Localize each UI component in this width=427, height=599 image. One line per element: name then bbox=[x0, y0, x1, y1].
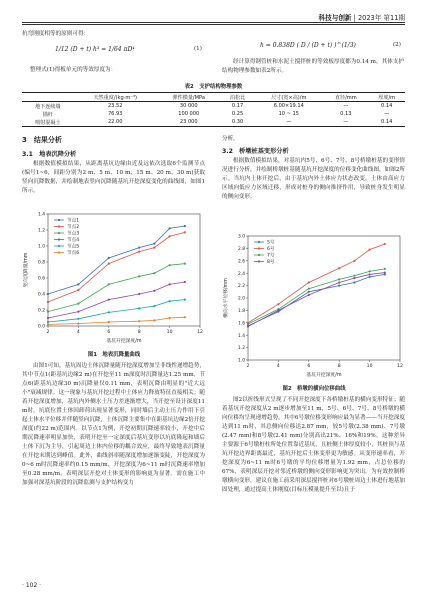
legend-marker bbox=[58, 245, 60, 247]
data-point bbox=[77, 323, 79, 325]
table-header-cell: 直径/mm bbox=[323, 93, 368, 102]
data-point bbox=[384, 243, 386, 245]
x-axis-label: 基坑开挖深度/m bbox=[106, 339, 142, 344]
x-tick-label: 2 bbox=[246, 364, 250, 369]
data-point bbox=[47, 323, 49, 325]
equation-1: 1/12 (D + t) h³ = 1/64 πD⁴ bbox=[55, 46, 135, 53]
table-cell: 23.52 bbox=[107, 103, 123, 109]
parameter-table bbox=[22, 92, 405, 127]
data-point bbox=[184, 263, 186, 265]
y-tick-label: 1.4 bbox=[238, 333, 245, 339]
data-point bbox=[47, 317, 49, 319]
data-point bbox=[153, 319, 155, 321]
table-cell: 0.25 bbox=[231, 111, 244, 117]
data-point bbox=[184, 231, 186, 233]
subsection-heading: 3.2 桥墩桩基变形分析 bbox=[222, 148, 289, 155]
x-tick-label: 8 bbox=[137, 330, 141, 335]
legend-label: 5号 bbox=[267, 240, 275, 246]
settlement-chart bbox=[22, 208, 206, 346]
x-tick-label: 6 bbox=[107, 330, 111, 335]
data-point bbox=[77, 283, 79, 285]
displacement-chart-body bbox=[222, 234, 403, 378]
data-point bbox=[308, 294, 310, 296]
equation-1-number: (1) bbox=[194, 46, 202, 52]
data-point bbox=[184, 225, 186, 227]
data-point bbox=[184, 299, 186, 301]
legend-label: 节点3 bbox=[67, 231, 80, 237]
journal-issue: | 2023年 第11期 bbox=[353, 14, 405, 22]
legend-label: 节点5 bbox=[67, 244, 80, 250]
data-point bbox=[138, 275, 140, 277]
table-header-row bbox=[22, 93, 405, 102]
data-point bbox=[108, 257, 110, 259]
data-point bbox=[308, 288, 310, 290]
settlement-chart-body bbox=[22, 212, 203, 344]
legend-marker bbox=[58, 219, 60, 221]
table-header-cell: 弹性模量/MPa bbox=[157, 93, 221, 102]
y-tick-label: 0.8 bbox=[38, 260, 45, 266]
series-line bbox=[48, 317, 185, 324]
equation-2: h = 0.838D ( D / (D + t) )^(1/3) bbox=[260, 42, 356, 49]
data-point bbox=[138, 293, 140, 295]
equation-2-number: (2) bbox=[393, 42, 401, 48]
x-tick-label: 12 bbox=[197, 330, 203, 335]
table-row bbox=[22, 102, 405, 111]
table-cell: 0.30 bbox=[221, 118, 255, 127]
legend-marker bbox=[258, 241, 260, 243]
legend-marker bbox=[58, 238, 60, 240]
table-cell: 喷射混凝土 bbox=[22, 118, 74, 127]
legend-marker bbox=[258, 260, 260, 262]
table-cell: — bbox=[254, 118, 323, 127]
legend-label: 节点6 bbox=[67, 251, 80, 257]
x-tick-label: 2 bbox=[46, 330, 50, 335]
data-point bbox=[153, 243, 155, 245]
x-tick-label: 12 bbox=[397, 364, 403, 369]
series-line bbox=[248, 274, 385, 325]
y-tick-label: 1.6 bbox=[238, 321, 245, 327]
table-header-cell: 厚度/m bbox=[368, 93, 405, 102]
data-point bbox=[47, 311, 49, 313]
y-axis-label: 横向水平位移/mm bbox=[224, 278, 229, 318]
data-point bbox=[169, 227, 171, 229]
y-tick-label: 0.4 bbox=[38, 292, 45, 298]
table-cell: 76.93 bbox=[107, 111, 123, 117]
paragraph: 由图1可知，基坑周边土体沉降量随开挖深度增加呈非线性递增趋势，其中节点1(距基坑边缘2 m)在开挖至11 m深度时沉降量达1.25 mm，节点6(距基坑边缘30 m)沉降量仅0.11 mm，表明沉降由明显的"近大远小"衰减规律。这一现象与基坑开挖过程中土体应力释放特征直接相关；随着开挖深度增加，基坑内外侧水土压力差逐渐增大，当开挖至设计深度11 m时，坑底位置土体因卸荷出现显著变形，同时墙后主动土压力作用下引起土体水平位移并伴随竖向沉降，土体沉降主要集中在距基坑边缘2倍开挖深度(约22 m)范围内。以节点1为例，开挖初期沉降速率较小，开挖中后期沉降速率明显加快，表明开挖至一定深度后基坑变形以坑底隆起和墙后土体下沉为主导，引起周边土体内位移的耦合效应，最终导致地表沉降量在开挖末期达到峰值。此外，曲线斜率随深度增加逐渐变陡，开挖深度为0~6 m时沉降速率约0.15 mm/m，开挖深度为6~11 m时沉降速率增加至0.28 mm/m，表明深层开挖对土体变形的影响更为显著。需在施工中加强对深基坑阶段的沉降监测与支护结构变力 bbox=[22, 363, 205, 486]
table-cell: 0.14 bbox=[368, 118, 405, 127]
y-tick-label: 1.0 bbox=[38, 244, 45, 250]
data-point bbox=[153, 272, 155, 274]
table-cell: 0.17 bbox=[231, 103, 244, 109]
header-rule-thin bbox=[22, 24, 405, 25]
data-point bbox=[353, 277, 355, 279]
table-header-cell: 尺寸(宽×高)/m bbox=[254, 93, 323, 102]
data-point bbox=[169, 317, 171, 319]
table-header-cell: 泊松比 bbox=[221, 93, 255, 102]
table-caption: 表2 支护结构物理参数 bbox=[184, 84, 243, 90]
journal-title: 科技与创新 bbox=[318, 14, 352, 22]
data-point bbox=[369, 273, 371, 275]
table-cell: 23 000 bbox=[157, 118, 221, 127]
data-point bbox=[169, 235, 171, 237]
x-tick-label: 6 bbox=[307, 364, 311, 369]
eq-outro: 整理式(1)得板单元的等效厚度为： bbox=[30, 67, 117, 73]
x-tick-label: 10 bbox=[166, 330, 173, 335]
data-point bbox=[384, 271, 386, 273]
figure-caption: 图2 桥墩的横向位移曲线 bbox=[282, 386, 346, 392]
data-point bbox=[338, 281, 340, 283]
data-point bbox=[384, 268, 386, 270]
table-row bbox=[22, 118, 405, 127]
data-point bbox=[77, 318, 79, 320]
table-cell: 6.00×19.14 bbox=[273, 103, 304, 109]
data-point bbox=[247, 325, 249, 327]
data-point bbox=[77, 303, 79, 305]
x-tick-label: 4 bbox=[76, 330, 80, 335]
data-point bbox=[353, 260, 355, 262]
displacement-chart bbox=[222, 230, 406, 380]
legend-label: 6号 bbox=[267, 247, 275, 253]
data-point bbox=[247, 323, 249, 325]
table-cell: — bbox=[384, 111, 390, 117]
data-point bbox=[369, 270, 371, 272]
y-tick-label: 1.4 bbox=[38, 212, 45, 218]
data-point bbox=[338, 285, 340, 287]
data-point bbox=[138, 251, 140, 253]
y-tick-label: 0.6 bbox=[38, 276, 45, 282]
table-cell: 地下连续墙 bbox=[35, 103, 61, 110]
y-tick-label: 1.2 bbox=[238, 346, 245, 352]
data-point bbox=[277, 309, 279, 311]
y-tick-label: 2.8 bbox=[238, 247, 245, 252]
data-point bbox=[47, 293, 49, 295]
table-cell: — bbox=[343, 103, 349, 109]
data-point bbox=[184, 316, 186, 318]
data-point bbox=[308, 291, 310, 293]
legend-label: 节点1 bbox=[67, 218, 80, 224]
data-point bbox=[369, 276, 371, 278]
table-header-cell: 天然重度/(kg·m⁻³) bbox=[74, 93, 157, 102]
data-point bbox=[47, 301, 49, 303]
table-cell: 锚杆 bbox=[42, 111, 53, 118]
subsection-heading: 3.1 地表沉降分析 bbox=[22, 151, 77, 158]
data-point bbox=[108, 299, 110, 301]
y-tick-label: 2.2 bbox=[238, 284, 245, 290]
paragraph: 根据数值模拟结果，从距离基坑边缘由近及远依次选取6个监测节点(编号1~6，间距分别为2 m、5 m、10 m、15 m、20 m、30 m)获取竖向沉降数据，并绘制地表竖向沉降随基坑开挖深度变化的曲线图，如图1所示。 bbox=[22, 161, 205, 194]
y-tick-label: 2.6 bbox=[238, 259, 245, 265]
data-point bbox=[77, 289, 79, 291]
x-tick-label: 8 bbox=[337, 364, 341, 369]
data-point bbox=[138, 320, 140, 322]
legend-marker bbox=[258, 254, 260, 256]
section-heading: 3 结果分析 bbox=[22, 136, 62, 144]
x-axis-label: 基坑开挖深度/m bbox=[306, 373, 342, 378]
data-point bbox=[153, 290, 155, 292]
y-tick-label: 2.4 bbox=[238, 271, 245, 277]
y-axis-label: 竖向沉降量/mm bbox=[24, 252, 29, 288]
journal-header bbox=[319, 12, 405, 22]
table-cell: 0.14 bbox=[381, 103, 393, 109]
table-cell: 30 000 bbox=[179, 103, 198, 109]
paragraph: 根据数值模拟结果，对基坑内5号、6号、7号、8号桥墩桩基的变形情况进行分析，并绘制桥墩桩基随基坑开挖深度的位移变化曲线图，如图2所示。当坑内土体开挖后，由于基坑内外土体应力状态改变，土体由高应力区域向低应力区域迁移，形成对桩身的侧向推挤作用，导致桩身发生明显的侧向变形。 bbox=[222, 158, 405, 200]
data-point bbox=[353, 281, 355, 283]
data-point bbox=[47, 321, 49, 323]
data-point bbox=[169, 264, 171, 266]
y-tick-label: 0.0 bbox=[38, 324, 45, 330]
data-point bbox=[153, 305, 155, 307]
legend-label: 节点2 bbox=[67, 225, 80, 231]
table-cell: 100 000 bbox=[178, 111, 200, 117]
x-tick-label: 10 bbox=[366, 364, 373, 369]
data-point bbox=[308, 281, 310, 283]
eq2-paragraph: 经计算得钢管桩和水泥土搅拌桩的等效板厚度都为0.14 m，其体支护结构物理参数如表2所示。 bbox=[222, 59, 404, 74]
legend-marker bbox=[58, 225, 60, 227]
y-tick-label: 1.2 bbox=[38, 228, 45, 234]
data-point bbox=[153, 247, 155, 249]
paragraph: 图2以折线形式呈现了不同开挖深度下各桥墩桩基的横向变形特征；随着基坑开挖深度从2 m逐步增加至11 m，5号、6号、7号、8号桥墩的横向位移均呈现递增趋势，其中6号墩位移变形响应最为显著——当开挖深度达到11 m时，其总侧向位移达2.87 mm，较5号墩(2.38 mm)、7号墩(2.47 mm)和8号墩(2.41 mm)分别高出21%、16%和19%。这种差异主要源于6号墩桩柱所处位置靠近基坑，且桩侧土体厚度较小，其桩顶与基坑开挖边界距离最近，基坑开挖后土体变形更为敏感。从变形速率看，开挖深度为6~11 m时6号墩的平均位移增量为1.92 mm，占总位移的67%，表明深层开挖对邻近桥墩的侧向变形影响更为突出。为有效控制桥墩横向变形，建议在施工前采用深层搅拌桩对6号墩桩周边土体进行地基加固处理，通过提高土体刚度(目标压模量提升至以)且于 bbox=[222, 397, 405, 493]
data-point bbox=[338, 267, 340, 269]
data-point bbox=[108, 263, 110, 265]
data-point bbox=[184, 281, 186, 283]
y-tick-label: 0.2 bbox=[38, 308, 45, 314]
y-tick-label: 2.0 bbox=[238, 296, 245, 302]
data-point bbox=[169, 300, 171, 302]
table-cell: — bbox=[323, 118, 368, 127]
table-row bbox=[22, 110, 405, 118]
data-point bbox=[353, 275, 355, 277]
data-point bbox=[138, 247, 140, 249]
data-point bbox=[108, 283, 110, 285]
data-point bbox=[77, 311, 79, 313]
legend-marker bbox=[58, 251, 60, 253]
x-tick-label: 4 bbox=[276, 364, 280, 369]
table-header-cell bbox=[22, 93, 74, 102]
table-cell: 22.00 bbox=[74, 118, 157, 127]
series-line bbox=[248, 273, 385, 327]
data-point bbox=[277, 303, 279, 305]
data-point bbox=[369, 249, 371, 251]
figure-caption: 图1 地表沉降量曲线 bbox=[87, 352, 141, 358]
eq-intro: 抗弯刚度相等的原则可得： bbox=[22, 31, 90, 37]
y-tick-label: 1.8 bbox=[238, 309, 245, 314]
page-number: · 102 · bbox=[22, 582, 42, 589]
legend-label: 7号 bbox=[267, 253, 275, 259]
table-cell: 0.13 bbox=[340, 111, 352, 117]
data-point bbox=[108, 311, 110, 313]
data-point bbox=[138, 307, 140, 309]
y-tick-label: 3.0 bbox=[238, 234, 245, 240]
header-rule bbox=[22, 22, 405, 23]
legend-label: 8号 bbox=[267, 260, 275, 266]
data-point bbox=[108, 321, 110, 323]
table-cell: 10 ~ 15 bbox=[278, 111, 300, 117]
data-point bbox=[338, 278, 340, 280]
y-tick-label: 1.0 bbox=[238, 358, 245, 364]
legend-marker bbox=[58, 232, 60, 234]
data-point bbox=[169, 283, 171, 285]
paragraph: 分析。 bbox=[222, 136, 239, 142]
legend-label: 节点4 bbox=[67, 238, 80, 244]
legend-marker bbox=[258, 247, 260, 249]
